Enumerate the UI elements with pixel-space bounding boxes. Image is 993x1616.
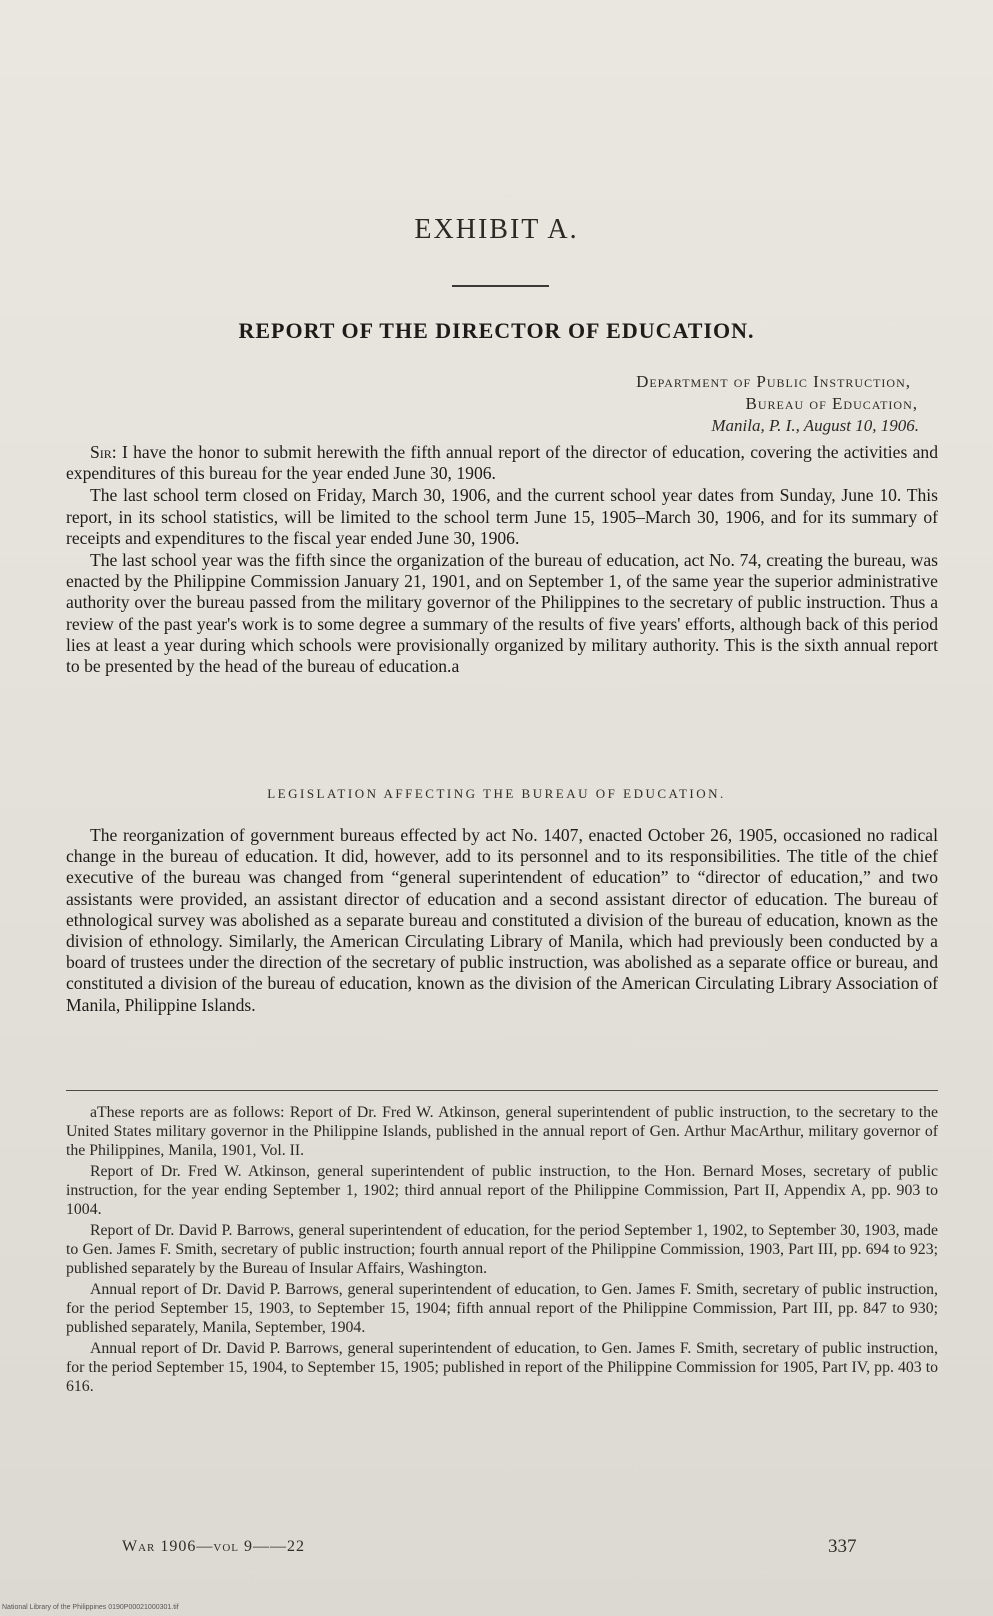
signature-mark: War 1906—vol 9——22 [122, 1538, 305, 1555]
legislation-body [66, 825, 938, 1016]
address-department: Department of Public Instruction, [636, 372, 911, 391]
section-heading: LEGISLATION AFFECTING THE BUREAU OF EDUCATION. [267, 786, 726, 801]
footnote: Report of Dr. Fred W. Atkinson, general superintendent of public instruction, to the Hon. Bernard Moses, secretary of public instruction, for the year ending September 1, 1902; third annual report of the Philippine Commission, Part II, Appendix A, pp. 903 to 1004. [66, 1163, 938, 1218]
address-place-date: Manila, P. I., August 10, 1906. [711, 416, 919, 435]
footnote: Report of Dr. David P. Barrows, general superintendent of education, for the period September 1, 1902, to September 30, 1903, made to Gen. James F. Smith, secretary of public instruction; fourth annual report of the Philippine Commission, 1903, Part III, pp. 694 to 923; published separately by the Bureau of Insular Affairs, Washington. [66, 1222, 938, 1277]
exhibit-heading: EXHIBIT A. [414, 214, 579, 245]
footnote: Annual report of Dr. David P. Barrows, general superintendent of education, to Gen. James F. Smith, secretary of public instruction, for the period September 15, 1904, to September 15, 1905; published in report of the Philippine Commission for 1905, Part IV, pp. 403 to 616. [66, 1340, 938, 1395]
paragraph-text: I have the honor to submit herewith the fifth annual report of the director of education, covering the activities and expenditures of this bureau for the year ended June 30, 1906. [66, 442, 938, 484]
paragraph-text: The last school year was the fifth since the organization of the bureau of education, act No. 74, creating the bureau, was enacted by the Philippine Commission January 21, 1901, and on September 1, of the same year the superior administrative authority over the bureau passed from the military governor of the Philippines to the secretary of public instruction. Thus a review of the past year's work is to some degree a summary of the results of five years' efforts, although back of this period lies at least a year during which schools were provisionally organized by military authority. This is the sixth annual report to be presented by the head of the bureau of education.a [66, 550, 938, 677]
paragraph-salutation [66, 442, 938, 484]
footnote-divider [66, 1090, 938, 1091]
paragraph-legislation: The reorganization of government bureaus effected by act No. 1407, enacted October 26, 1905, occasioned no radical change in the bureau of education. It did, however, add to its personnel and to its responsibilities. The title of the chief executive of the bureau was changed from “general superintendent of education” to “director of education,” and two assistants were provided, an assistant director of education and a second assistant director of education. The bureau of ethnological survey was abolished as a separate bureau and constituted a division of the bureau of education, known as the division of ethnology. Similarly, the American Circulating Library of Manila, which had previously been conducted by a board of trustees under the direction of the secretary of public instruction, was abolished as a separate office or bureau, and constituted a division of the bureau of education, known as the division of the American Circulating Library Association of Manila, Philippine Islands. [66, 825, 938, 1015]
short-divider [452, 285, 549, 287]
salutation: Sir: [90, 442, 117, 462]
footnote: aThese reports are as follows: Report of Dr. Fred W. Atkinson, general superintendent of public instruction, to the secretary to the United States military governor in the Philippine Islands, published in the annual report of Gen. Arthur MacArthur, military governor of the Philippines, Manila, 1901, Vol. II. [66, 1104, 938, 1159]
scan-stamp: National Library of the Philippines 0190P00021000301.tif [2, 1604, 179, 1611]
paragraph-text: The last school term closed on Friday, March 30, 1906, and the current school year dates from Sunday, June 10. This report, in its school statistics, will be limited to the school term June 15, 1905–March 30, 1906, and for its summary of receipts and expenditures to the fiscal year ended June 30, 1906. [66, 485, 938, 548]
page-number: 337 [828, 1536, 857, 1557]
address-bureau: Bureau of Education, [745, 394, 918, 413]
report-body [66, 442, 938, 678]
footnotes [66, 1103, 938, 1398]
paragraph-school-term [66, 485, 938, 549]
paragraph-school-year [66, 550, 938, 677]
footnote: Annual report of Dr. David P. Barrows, general superintendent of education, to Gen. James F. Smith, secretary of public instruction, for the period September 15, 1903, to September 15, 1904; fifth annual report of the Philippine Commission, Part III, pp. 847 to 930; published separately, Manila, September, 1904. [66, 1281, 938, 1336]
report-title: REPORT OF THE DIRECTOR OF EDUCATION. [238, 318, 755, 343]
